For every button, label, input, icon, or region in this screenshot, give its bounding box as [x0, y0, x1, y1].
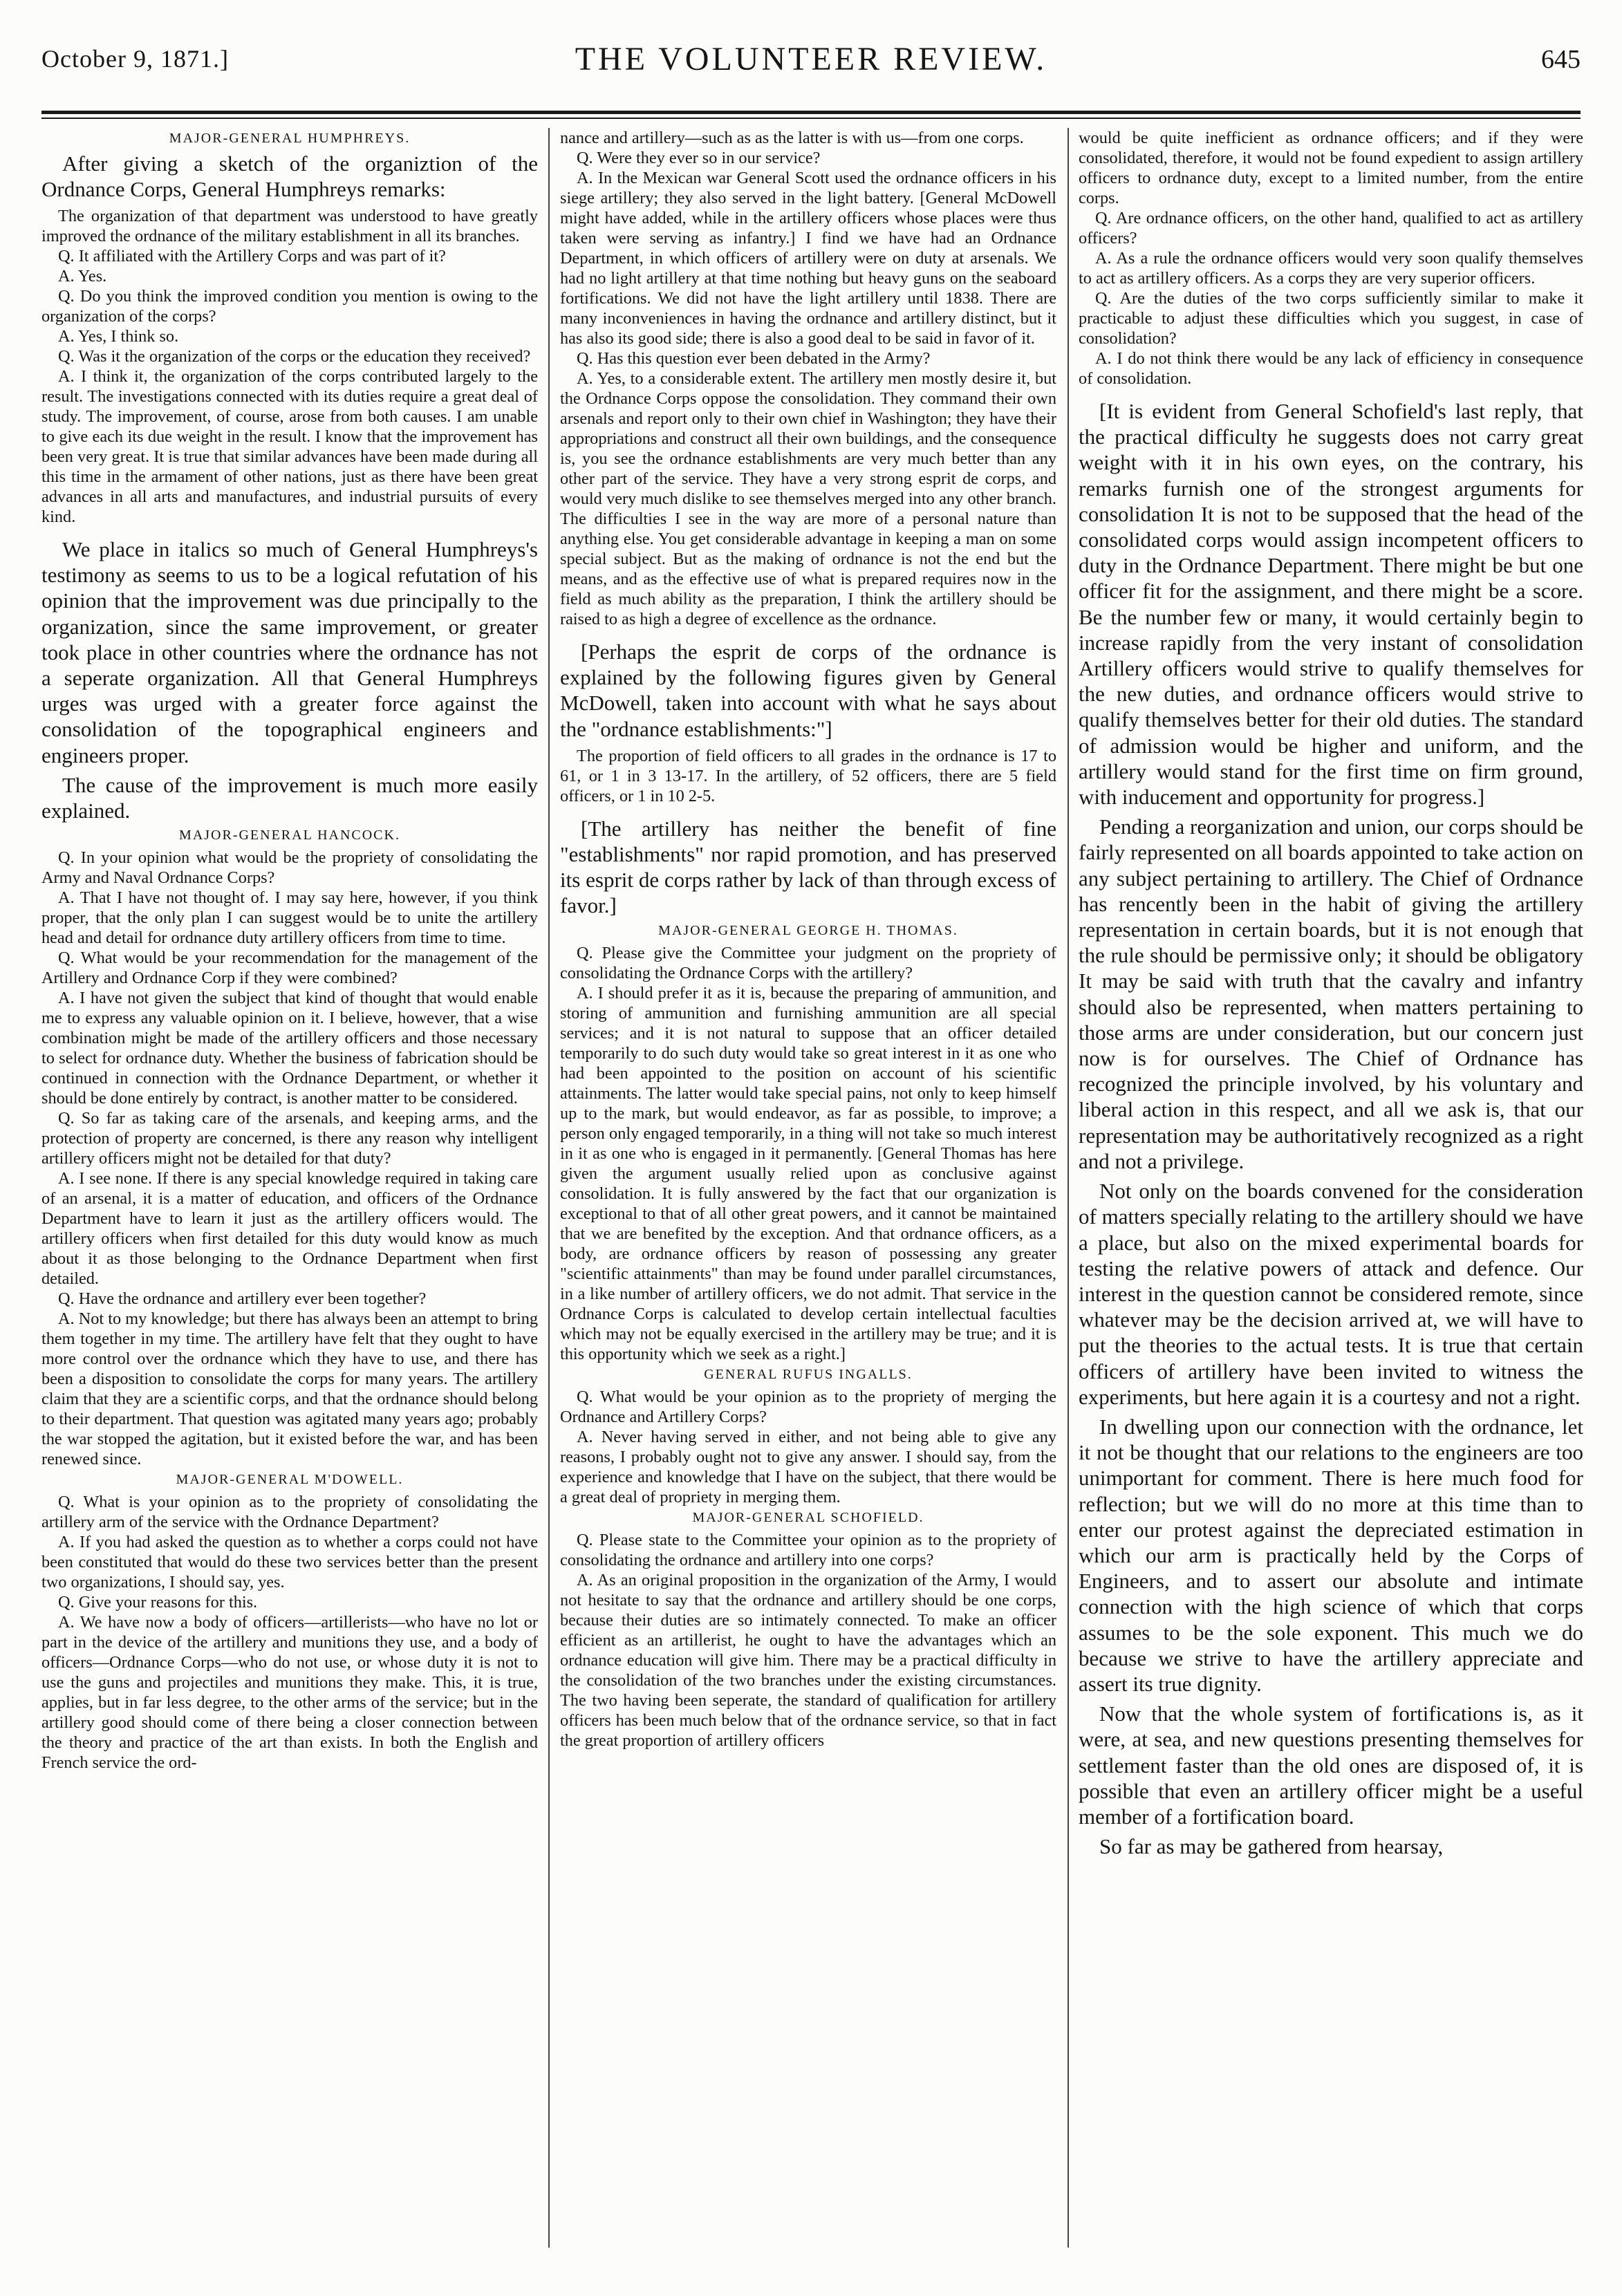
- issue-date: October 9, 1871.]: [41, 45, 229, 73]
- answer: A. Yes, to a considerable extent. The artillery men mostly desire it, but the Ordnance Corps oppose the consolidation. They command their own arsenals and report only to their own chief in Washington; they have their appropriations and construct all their own buildings, and the consequence is, you see the ordnance establishments are very much better than any other part of the service. They have a very strong esprit de corps, and would very much dislike to see themselves merged into any other branch. The difficulties I see in the way are more of a personal nature than anything else. You get considerable advantage in keeping a man on some special subject. But as the making of ordnance is not the end but the means, and as the effective use of what is prepared requires now in the field as much ability as the preparation, I think the artillery should be raised to as high a degree of excellence as the ordnance.: [560, 369, 1056, 628]
- editorial-paragraph: Pending a reorganization and union, our corps should be fairly represented on all boards appointed to take action on any subject pertaining to artillery. The Chief of Ordnance has rencently been in the habit of giving the artillery representation in certain boards, but it is not enough that the rule should be permissive only; it should be obligatory It may be said with truth that the cavalry and infantry should also be represented, when matters pertaining to those arms are under consideration, but our concern just now is for ourselves. The Chief of Ordnance has recognized the principle involved, by his voluntary and liberal action in this respect, and all we ask is, that our representation may be authoritatively recognized as a right and not a privilege.: [1079, 814, 1583, 1173]
- editorial-paragraph: [The artillery has neither the benefit of fine "establishments" nor rapid promotion, and has preserved its esprit de corps rather by lack of than through excess of favor.]: [560, 816, 1056, 918]
- editorial-paragraph: We place in italics so much of General Humphreys's testimony as seems to us to be a logical refutation of his opinion that the improvement was due principally to the organization, since the same improvement, or greater took place in other countries where the ordnance has not a seperate organization. All that General Humphreys urges was urged with a greater force against the consolidation of the topographical engineers and engineers proper.: [41, 537, 538, 767]
- question: Q. Has this question ever been debated in the Army?: [577, 349, 931, 368]
- section-heading: GENERAL RUFUS INGALLS.: [704, 1366, 913, 1382]
- question: Q. What is your opinion as to the propriety of consolidating the artillery arm of the service with the Ordnance Department?: [41, 1493, 538, 1532]
- paragraph: nance and artillery—such as as the latter is with us—from one corps.: [560, 129, 1024, 147]
- answer: A. As an original proposition in the organization of the Army, I would not hesitate to say that the ordnance and artillery should be one corps, because their duties are so intimately connected. To make an officer efficient as an artillerist, he ought to have the advantages which an ordnance education will give him. There may be a practical difficulty in the consolidation of the two branches under the existing circumstances. The two having been seperate, the standard of qualification for artillery officers has been much below that of the ordnance service, so that in fact the great proportion of artillery officers: [560, 1570, 1056, 1750]
- header-rule-thin: [41, 118, 1581, 119]
- answer: A. We have now a body of officers—artillerists—who have no lot or part in the device of the artillery and munitions they use, and a body of officers—Ordnance Corps—who do not use, or whose duty it is not to use the guns and projectiles and munitions they make. This, it is true, applies, but in far less degree, to the other arms of the service; but in the artillery good should come of there being a closer connection between the theory and practice of the art than exists. In both the English and French service the ord-: [41, 1613, 538, 1773]
- editorial-paragraph: So far as may be gathered from hearsay,: [1099, 1834, 1444, 1859]
- question: Q. Have the ordnance and artillery ever been together?: [58, 1289, 427, 1309]
- masthead-title: THE VOLUNTEER REVIEW.: [575, 41, 1047, 77]
- header-rule: [41, 111, 1581, 114]
- answer: would be quite inefficient as ordnance officers; and if they were consolidated, therefore, it would not be found expedient to assign artillery officers to ordnance duty, except to a limited number, from the entire corps.: [1079, 129, 1583, 207]
- editorial-paragraph: In dwelling upon our connection with the ordnance, let it not be thought that our relations to the engineers are too unimportant for comment. There is here much food for reflection; but we will do no more at this time than to enter our protest against the depreciated estimation in which our arm is practically held by the Corps of Engineers, and to assert our absolute and intimate connection with the high science of which that corps assumes to be the sole exponent. This much we do because we strive to have the artillery appreciate and assert its true dignity.: [1079, 1414, 1583, 1696]
- column-3: [1079, 128, 1583, 2255]
- answer: A. Yes, I think so.: [58, 327, 179, 346]
- answer: A. If you had asked the question as to whether a corps could not have been constituted that would do these two services better than the present two organizations, I should say, yes.: [41, 1533, 538, 1592]
- question: Q. Were they ever so in our service?: [577, 149, 821, 167]
- column-divider: [548, 128, 550, 2248]
- question: Q. Please give the Committee your judgment on the propriety of consolidating the Ordnance Corps with the artillery?: [560, 943, 1056, 982]
- page-number: 645: [1541, 45, 1581, 74]
- column-divider: [1068, 128, 1069, 2248]
- editorial-paragraph: [Perhaps the esprit de corps of the ordnance is explained by the following figures given by General McDowell, taken into account with what he says about the "ordnance establishments:"]: [560, 640, 1056, 741]
- paragraph: The organization of that department was understood to have greatly improved the ordnance of the military establishment in all its branches.: [41, 207, 538, 245]
- page-header: [41, 40, 1581, 82]
- answer: A. I do not think there would be any lack of efficiency in consequence of consolidation.: [1079, 349, 1583, 388]
- question: Q. Give your reasons for this.: [58, 1593, 258, 1612]
- question: Q. Do you think the improved condition you mention is owing to the organization of the corps?: [41, 287, 538, 326]
- editorial-paragraph: Not only on the boards convened for the consideration of matters specially relating to the artillery should we have a place, but also on the mixed experimental boards for testing the relative powers of attack and defence. Our interest in the question cannot be considered remote, since whatever may be the decision arrived at, we will have to put the theories to the actual tests. It is true that certain officers of artillery have been invited to witness the experiments, but here again it is a courtesy and not a right.: [1079, 1179, 1583, 1409]
- answer: A. I see none. If there is any special knowledge required in taking care of an arsenal, it is a matter of education, and officers of the Ordnance Department have to learn it just as the artillery officers would. The artillery officers when first detailed for this duty would know as much about it as those belonging to the Ordnance Department when first detailed.: [41, 1169, 538, 1289]
- column-1: [41, 128, 538, 2255]
- section-heading: MAJOR-GENERAL GEORGE H. THOMAS.: [658, 922, 958, 938]
- answer: A. As a rule the ordnance officers would very soon qualify themselves to act as artillery officers. As a corps they are very superior officers.: [1079, 249, 1583, 288]
- question: Q. In your opinion what would be the propriety of consolidating the Army and Naval Ordnance Corps?: [41, 848, 538, 888]
- question: Q. Please state to the Committee your opinion as to the propriety of consolidating the ordnance and artillery into one corps?: [560, 1530, 1056, 1569]
- answer: A. In the Mexican war General Scott used the ordnance officers in his siege artillery; they also served in the light battery. [General McDowell might have added, while in the artillery officers whose places were thus taken were serving as infantry.] I find we have had an Ordnance Department, in which officers of artillery were on duty at arsenals. We had no light artillery at that time nothing but heavy guns on the seaboard fortifications. We did not have the light artillery until 1838. There are many inconveniences in having the ordnance and artillery distinct, but it has also its good side; there is also a good deal to be said in favor of it.: [560, 169, 1056, 348]
- question: Q. Are ordnance officers, on the other hand, qualified to act as artillery officers?: [1079, 209, 1583, 248]
- answer: A. That I have not thought of. I may say here, however, if you think proper, that the only plan I can suggest would be to unite the artillery head and detail for ordnance duty artillery officers from time to time.: [41, 888, 538, 948]
- section-heading: MAJOR-GENERAL SCHOFIELD.: [692, 1509, 924, 1525]
- column-2: [560, 128, 1056, 2255]
- question: Q. Was it the organization of the corps or the education they received?: [58, 347, 531, 366]
- answer: A. I have not given the subject that kind of thought that would enable me to express any valuable opinion on it. I believe, however, that a wise combination might be made of the artillery officers and those necessary to select for ordnance duty. Whether the business of fabrication should be continued in connection with the Ordnance Department, or whether it should be done entirely by contract, is another matter to be considered.: [41, 989, 538, 1108]
- answer: A. I should prefer it as it is, because the preparing of ammunition, and storing of ammunition and furnishing ammunition are all special services; and it is not natural to suppose that an officer detailed temporarily to do such duty would take so great interest in it as one who had been appointed to the position on account of his scientific attainments. The latter would take special pains, not only to keep himself up to the mark, but would endeavor, as far as possible, to improve; a person only engaged temporarily, in a thing will not take so much interest in it as one who is engaged in it permanently. [General Thomas has here given the argument usually relied upon as conclusive against consolidation. It is fully answered by the fact that our organization is exceptional to that of all other great powers, and it cannot be maintained that we are benefited by the exception. And that ordnance officers, as a body, are ordnance officers by reason of possessing any greater "scientific attainments" than may be found under parallel circumstances, in a like number of artillery officers, we do not admit. That service in the Ordnance Corps is calculated to develop certain intellectual faculties which may not be equally exercised in the artillery may be true; and it is this opportunity which we seek as a right.]: [560, 983, 1056, 1363]
- question: Q. It affiliated with the Artillery Corps and was part of it?: [58, 247, 446, 265]
- editorial-paragraph: The cause of the improvement is much more easily explained.: [41, 772, 538, 823]
- paragraph: After giving a sketch of the organiztion of the Ordnance Corps, General Humphreys remarks:: [41, 151, 538, 201]
- section-heading: MAJOR-GENERAL M'DOWELL.: [176, 1472, 404, 1488]
- paragraph: The proportion of field officers to all grades in the ordnance is 17 to 61, or 1 in 3 13-17. In the artillery, of 52 officers, there are 5 field officers, or 1 in 10 2-5.: [560, 746, 1056, 805]
- answer: A. Not to my knowledge; but there has always been an attempt to bring them together in my time. The artillery have felt that they ought to have more control over the ordnance which they have to use, and there has been a disposition to consolidate the corps for many years. The artillery claim that they are a scientific corps, and that the ordnance should belong to their department. That question was agitated many years ago; probably the war stopped the agitation, but it existed before the war, and has been renewed since.: [41, 1309, 538, 1469]
- answer: A. I think it, the organization of the corps contributed largely to the result. The investigations connected with its duties require a great deal of study. The improvement, of course, arose from both causes. I am unable to give each its due weight in the result. I know that the improvement has been very great. It is true that similar advances have been made during all this time in the armament of other nations, just as there have been great advances in all arts and manufactures, and industrial pursuits of every kind.: [41, 367, 538, 526]
- section-heading: MAJOR-GENERAL HUMPHREYS.: [169, 131, 411, 146]
- editorial-paragraph: [It is evident from General Schofield's last reply, that the practical difficulty he suggests does not carry great weight with it in his own eyes, on the contrary, his remarks furnish one of the strongest arguments for consolidation It is not to be supposed that the head of the consolidated corps would assign incompetent officers to duty in the Ordnance Department. There might be but one officer fit for the assignment, and there might be a score. Be the number few or many, it would certainly begin to increase rapidly from the very instant of consolidation Artillery officers would strive to qualify themselves for the new duties, and ordnance officers would strive to qualify themselves better for their old duties. The standard of admission would be higher and uniform, and the artillery would stand for the first time on firm ground, with inducement and opportunity for progress.]: [1079, 399, 1583, 810]
- answer: A. Yes.: [58, 267, 107, 286]
- answer: A. Never having served in either, and not being able to give any reasons, I probably ought not to give any answer. I should say, from the experience and knowledge that I have on the subject, that there would be a great deal of propriety in merging them.: [560, 1427, 1056, 1506]
- question: Q. What would be your recommendation for the management of the Artillery and Ordnance Corp if they were combined?: [41, 949, 538, 988]
- question: Q. So far as taking care of the arsenals, and keeping arms, and the protection of property are concerned, is there any reason why intelligent artillery officers might not be detailed for that duty?: [41, 1109, 538, 1168]
- section-heading: MAJOR-GENERAL HANCOCK.: [179, 828, 400, 843]
- question: Q. Are the duties of the two corps sufficiently similar to make it practicable to adjust these difficulties which you suggest, in case of consolidation?: [1079, 289, 1583, 348]
- editorial-paragraph: Now that the whole system of fortifications is, as it were, at sea, and new questions presenting themselves for settlement faster than the old ones are disposed of, it is possible that even an artillery officer might be a useful member of a fortification board.: [1079, 1701, 1583, 1829]
- question: Q. What would be your opinion as to the propriety of merging the Ordnance and Artillery Corps?: [560, 1387, 1056, 1426]
